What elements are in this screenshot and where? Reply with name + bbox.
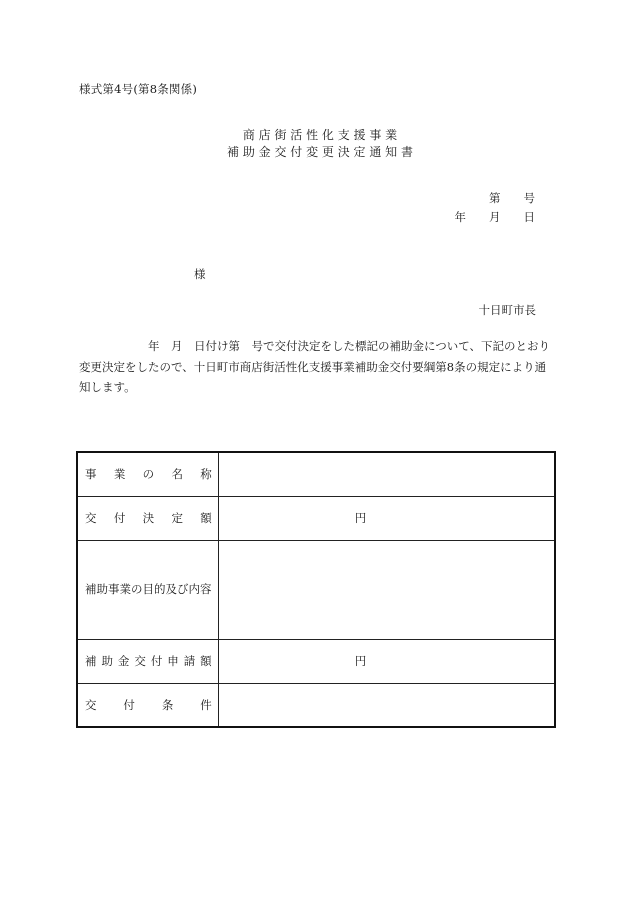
value-cell-purpose [218, 540, 555, 639]
form-number: 様式第4号(第8条関係) [79, 82, 198, 96]
title-line-2: 補 助 金 交 付 変 更 決 定 通 知 書 [227, 145, 413, 159]
label-char: 額 [200, 654, 212, 668]
label-char: 付 [113, 511, 126, 525]
title-line-1: 商 店 街 活 性 化 支 援 事 業 [242, 128, 398, 142]
label-grant-amount [85, 510, 212, 526]
recipient-suffix: 様 [194, 267, 206, 281]
label-char: 金 [117, 654, 130, 668]
document-title [0, 127, 630, 161]
body-text: 年 月 日付け第 号で交付決定をした標記の補助金について、下記のとおり変更決定をしたので、十日町市商店街活性化支援事業補助金交付要綱第8条の規定により通知します。 [79, 339, 551, 394]
value-application-amount-unit: 円 [354, 654, 367, 668]
value-cell-grant-amount [218, 496, 555, 540]
table-row-grant-amount [77, 496, 555, 540]
label-char: 申 [167, 654, 179, 668]
issue-date: 年 月 日 [454, 210, 535, 224]
label-project-name [85, 466, 212, 482]
label-char: 付 [150, 654, 163, 668]
label-char: 条 [161, 697, 174, 712]
label-char: 額 [200, 511, 212, 525]
label-char: 交 [85, 511, 97, 525]
table-row-purpose [77, 540, 555, 639]
label-char: 請 [183, 654, 196, 668]
value-grant-amount-unit: 円 [354, 511, 367, 525]
label-char: 補 [85, 654, 97, 668]
label-char: 名 [171, 467, 183, 482]
table-row-application-amount [77, 639, 555, 683]
value-cell-project-name [218, 452, 555, 496]
label-char: 助 [101, 654, 113, 668]
value-cell-application-amount [218, 639, 555, 683]
label-char: の [142, 467, 155, 482]
label-char: 付 [123, 697, 135, 712]
table-row-project-name [77, 452, 555, 496]
label-cell [77, 496, 218, 540]
label-conditions [85, 697, 212, 713]
table-row-conditions [77, 683, 555, 727]
label-char: 称 [200, 467, 212, 482]
label-char: 決 [142, 511, 155, 525]
issue-number: 第 号 [489, 191, 535, 205]
label-char: 交 [134, 654, 146, 668]
detail-table [76, 451, 556, 728]
label-cell [77, 639, 218, 683]
label-application-amount [85, 653, 212, 669]
value-cell-conditions [218, 683, 555, 727]
label-char: 業 [113, 467, 126, 482]
label-purpose: 補助事業の目的及び内容 [85, 582, 212, 596]
label-cell [77, 683, 218, 727]
issuer: 十日町市長 [478, 303, 536, 317]
label-char: 交 [85, 697, 97, 712]
label-cell [77, 452, 218, 496]
label-cell [77, 540, 218, 639]
label-char: 件 [200, 697, 212, 712]
label-char: 定 [171, 511, 183, 525]
issue-number-block [455, 189, 536, 227]
label-char: 事 [85, 467, 97, 482]
